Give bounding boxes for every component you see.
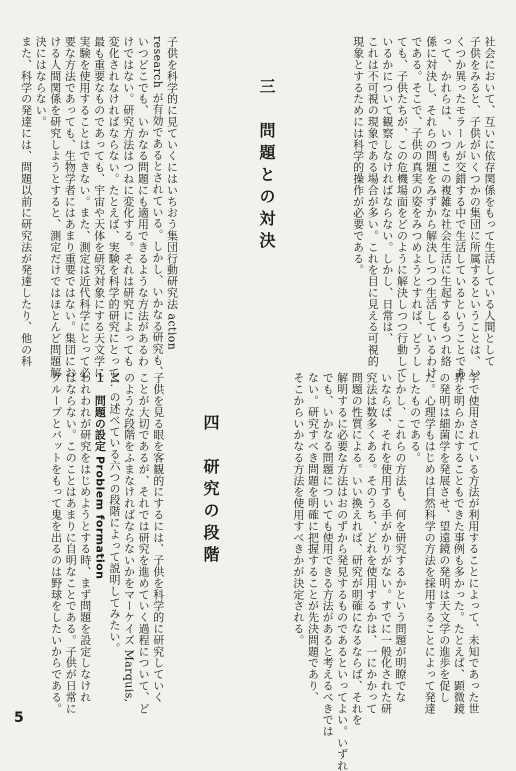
text-line: 問題の性質による。いい換えれば、研究が明確になるならば、それを xyxy=(350,372,364,726)
text-line: 解明するに必要な方法はおのずから発見するものであるといってよい。いずれ xyxy=(335,372,349,771)
text-line: 決にはならない。 xyxy=(34,36,48,128)
text-line: しかし、これらの方法も、何を研究するかという問題が明瞭でな xyxy=(394,372,408,703)
text-line: そこからいかなる方法を使用すべきかが決定される。 xyxy=(291,372,305,646)
text-line: research が有効であるとされている。しかし、いかなる研究も、 xyxy=(150,36,164,378)
text-line: 子供をみると、子供がいくつかの集団に所属するということは、い xyxy=(468,36,482,378)
text-line: ばならない。このことはあまりに自明なことである。子供が日常に xyxy=(64,372,78,714)
text-line: いるかについて観察しなければならない。しかし、日常は、 xyxy=(380,36,394,344)
text-line: 現象とするためには科学的操作が必要である。 xyxy=(351,36,365,276)
text-line: したものである。 xyxy=(408,372,422,464)
page-number: 5 xyxy=(14,710,24,726)
text-line: って、かれらは、いつもこの複雑な社会生活に生起するもつれ絡 xyxy=(439,36,453,367)
text-block-top-left xyxy=(18,36,179,378)
text-line: 要な方法であっても、生物学者にはあまり重要ではない。集団にお xyxy=(63,36,77,378)
text-line: ない。研究すべき問題を明確に把握することが先決問題であり、 xyxy=(306,372,320,703)
text-line: また、科学の発達には、問題以前に研究法が発達したり、他の科 xyxy=(19,36,33,367)
text-line: 子供を科学的に見ていくにはいちおう集団行動研究法 action xyxy=(165,36,179,351)
text-line: た。心理学もはじめは自然科学の方法を採用することによって発達 xyxy=(423,372,437,714)
text-line: ても、子供たちが、この危機場面をどのように解決しつつ行動して xyxy=(395,36,409,378)
text-line: くつか異ったモラールが交錯する中で生活しているということであ xyxy=(453,36,467,378)
text-line: である。そこで、子供の真実の姿をみつめようとすれば、どうし xyxy=(410,36,424,367)
text-line: 子供を見る眼を客観的にするには、子供を科学的に研究していく xyxy=(151,372,165,703)
text-line: いつどこでも、いかなる問題にも適用できるような方法があるわ xyxy=(136,36,150,367)
text-line: ける人間関係を研究しようとすると、測定だけではほとんど問題解 xyxy=(48,36,62,378)
text-line: グループとバットをもって鬼を出るのは野球をしたいからである。 xyxy=(49,372,63,714)
text-line: 係に対決し、それらの問題をみずから解決しつつ生活しているわけ xyxy=(424,36,438,378)
subsection-heading: １ 問題の設定 Problem formation xyxy=(93,372,107,580)
text-line: 実験を使用することはできない。また、測定は近代科学にとって必 xyxy=(77,36,91,378)
text-line: 社会において、互いに依存関係をもって生活している人間として xyxy=(483,36,496,367)
text-line: 変化されなければならない。たとえば、実験を科学的研究にとって xyxy=(107,36,121,378)
section-heading-3: 三 問題との対決 xyxy=(257,78,276,254)
section-heading-4: 四 研究の段階 xyxy=(201,414,220,568)
text-line: でも、いかなる問題についても使用できる方法があると考えるべきでは xyxy=(321,372,335,737)
text-line: けではない。研究方法はつねに変化する。それは研究によっても xyxy=(121,36,135,367)
text-block-top-right xyxy=(350,36,496,378)
text-line: 界を明らかにすることもできた事例も多かった。たとえば、顕微鏡 xyxy=(452,372,466,714)
text-line: 学で使用されている方法が利用することによって、未知であった世 xyxy=(467,372,480,714)
text-line: われわれが研究をはじめようとする時、まず問題を設定しなけれ xyxy=(78,372,92,703)
text-line: ことが大切であるが、それでは研究を進めていく過程について、ど xyxy=(137,372,151,714)
text-line: の発明は細菌学を発展させ、望遠鏡の発明は天文学の進歩を促し xyxy=(437,372,451,703)
text-line: M. の述べている六つの段階によって説明してみたい。 xyxy=(107,372,121,654)
text-line: いならば、それを使用する手がかりがない。すでに一般化された研 xyxy=(379,372,393,714)
text-line: 究法は数多くある。そのうち、どれを使用するかは、一にかかって xyxy=(364,372,378,714)
text-line: これは不可視の現象である場合が多い。これを目に見える可視的 xyxy=(366,36,380,367)
text-line: 最も重要なものであっても、宇宙や天体を研究対象にする天文学に xyxy=(92,36,106,378)
text-block-bottom-left xyxy=(48,372,165,714)
text-block-bottom-right xyxy=(290,372,480,771)
text-line: のような段階をふまなければならないかをマーケイズ Marquis, xyxy=(122,372,136,703)
